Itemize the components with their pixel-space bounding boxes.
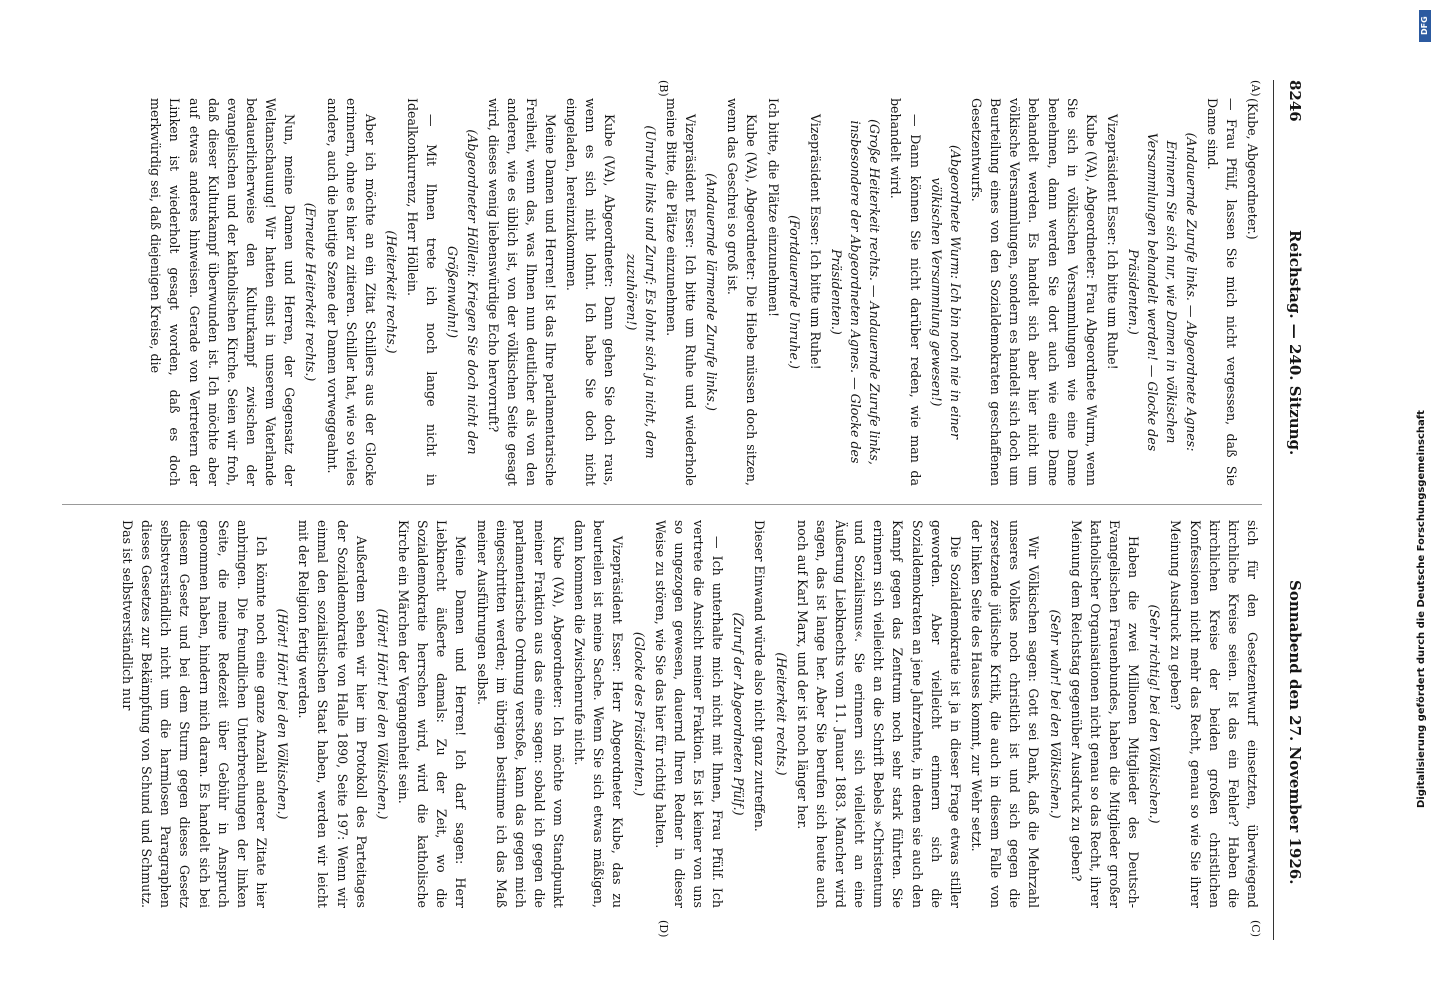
speech-paragraph: Nun, meine Damen und Herren, der Gegensatz der Weltanschauung! Wir hatten einst in unserem Vaterlande bedauerlicherweise den Kulturkampf zwischen der evangelischen und der katholischen Kirche. Seien wir froh, daß dieser Kulturkampf überwunden ist. Ich möchte aber auf etwas anderes hinweisen. Gerade von Vertretern der Linken ist wiederholt gesagt worden, daß es doch merkwürdig sei, daß diejenigen Kreise, die [148,98,298,486]
margin-marker-a: (A) [1249,80,1262,97]
stage-direction: (Zuruf der Abgeordneten Pfülf.) [731,612,747,816]
header-rule [1273,80,1274,940]
margin-marker-d: (D) [657,920,670,938]
speech-paragraph: Ich bitte, die Plätze einzunehmen! [765,98,781,318]
left-column [52,98,1262,486]
speech-paragraph: Wir Völkischen sagen: Gott sei Dank, daß die Mehrzahl unseres Volkes noch christlich ist und sich gegen die zersetzende jüdische Kritik, die auch in diesem Falle von der linken Seite des Hauses kommt, zur Wehr setzt. [969,520,1042,908]
stage-direction: (Große Heiterkeit rechts. — Andauernde Zurufe links, insbesondere der Abgeordneten Agnes. — Glocke des Präsidenten.) [829,119,883,465]
speech-paragraph: Kube (VA), Abgeordneter: Frau Abgeordnete Wurm, wenn Sie sich in völkischen Versammlungen wie eine Dame benehmen, dann werden Sie dort auch wie eine Dame behandelt werden. Es handelt sich aber hier nicht um völkische Versammlungen, sondern es handelt sich doch um Beurteilung eines von den Sozialdemokraten geschaffenen Gesetzentwurfs. [969,98,1099,486]
speech-paragraph: Außerdem sehen wir hier im Protokoll des Parteitages der Sozialdemokratie von Halle 1890, Seite 197: Wenn wir einmal den sozialistischen Staat haben, werden wir leicht mit der Religion fertig werden. [296,520,369,908]
speech-paragraph: Haben die zwei Millionen Mitglieder des Deutsch-Evangelischen Frauenbundes, haben die Mitglieder großer katholischer Organisationen nicht genau so das Recht, ihrer Meinung dem Reichstag gegenüber Ausdruck zu geben? [1068,520,1142,908]
stage-direction: (Fortdauernde Unruhe.) [786,215,802,369]
speech-paragraph: Vizepräsident Esser: Ich bitte um Ruhe und wiederhole meine Bitte, die Plätze einzunehmen. [663,98,699,486]
page-header [1270,80,1310,940]
speech-paragraph: Meine Damen und Herren! Ich darf sagen: Herr Liebknecht äußerte damals: Zu der Zeit, wo die Sozialdemokratie herrschen wird, wird die katholische Kirche ein Märchen der Vergangenheit sein. [395,520,469,908]
session-title: Reichstag. — 240. Sitzung. [1286,230,1304,456]
rotated-page [40,80,1310,940]
right-column [52,520,1262,908]
speech-paragraph: Vizepräsident Esser: Ich bitte um Ruhe! [1105,114,1121,370]
stage-direction: (Andauernde lärmende Zurufe links.) [704,173,720,411]
speech-paragraph: Kube (VA), Abgeordneter: Ich möchte vom Standpunkt meiner Fraktion aus das eine sagen: sobald ich gegen die parlamentarische Ordnung verstoße, kann das gegen mich eingeschritten werden; im übrigen bestimme ich das Maß meiner Ausführungen selbst. [474,520,567,908]
speech-paragraph: Aber ich möchte an ein Zitat Schillers aus der Glocke erinnern, ohne es hier zu zitieren. Schiller hat, wie so vieles andere, auch die heutige Szene der Damen vorweggeahnt. [324,98,378,486]
stage-direction: (Abgeordneter Höllein: Kriegen Sie doch nicht den Größenwahn!) [445,129,480,455]
speech-paragraph: Kube (VA), Abgeordneter: Die Hiebe müssen doch sitzen, wenn das Geschrei so groß ist. [725,98,760,486]
stage-direction: (Hört! Hört! bei den Völkischen.) [374,608,390,820]
dfg-logo: DFG [1419,10,1431,42]
stage-direction: (Unruhe links und Zuruf: Es lohnt sich ja nicht, dem zuzuhören!) [623,125,658,459]
dfg-notice: Digitalisierung gefördert durch die Deutsche Forschungsgemeinschaft [1416,410,1427,808]
speech-paragraph: Ich könnte noch eine ganze Anzahl anderer Zitate hier anbringen. Die freundlichen Unterbrechungen der linken Seite, die meine Redezeit über Gebühr in Anspruch genommen haben, hindern mich daran. Es handelt sich bei diesem Gesetz und bei dem Sturm gegen dieses Gesetz selbstverständlich nicht um die harmlosen Paragraphen dieses Gesetzes zur Bekämpfung von Schund und Schmutz. Das ist selbstverständlich nur [119,520,269,908]
stage-direction: (Andauernde Zurufe links. — Abgeordnete Agnes: Erinnern Sie sich nur, wie Damen in völkischen Versammlungen behandelt werden! — Glocke des Präsidenten.) [1126,132,1199,452]
column-divider [62,504,1262,505]
speech-paragraph: — Dann können Sie nicht darüber reden, wie man da behandelt wird. [888,98,923,486]
page-number: 8246 [1286,80,1304,122]
speech-paragraph: Vizepräsident Esser: Ich bitte um Ruhe! [807,114,823,370]
speech-paragraph: (Kube, Abgeordneter.) [1245,98,1260,240]
stage-direction: (Glocke des Präsidenten.) [631,631,647,797]
speech-paragraph: — Mit Ihnen trete ich noch lange nicht in Idealkonkurrenz, Herr Höllein. [405,98,440,486]
speech-paragraph: — Frau Pfülf, lassen Sie mich nicht vergessen, daß Sie Dame sind. [1204,98,1239,486]
speech-paragraph: sich für den Gesetzentwurf einsetzten, überwiegend kirchliche Kreise seien. Ist das ein Fehler? Haben die kirchlichen Kreise der beiden großen christlichen Konfessionen nicht mehr das Recht, genau so wie Sie ihrer Meinung Ausdruck zu geben? [1168,520,1260,908]
session-date: Sonnabend den 27. November 1926. [1286,580,1304,885]
stage-direction: (Abgeordnete Wurm: Ich bin noch nie in einer völkischen Versammlung gewesen!) [928,144,963,440]
margin-marker-b: (B) [657,80,670,97]
speech-paragraph: Die Sozialdemokratie ist ja in dieser Frage etwas stiller geworden. Aber vielleicht erinnern sich die Sozialdemokraten an jene Jahrzehnte, in denen sie auch den Kampf gegen das Zentrum noch sehr stark führten. Sie erinnern sich vielleicht an die Schrift Bebels »Christentum und Sozialismus«. Sie erinnern sich vielleicht an eine Äußerung Liebknechts vom 11. Januar 1883. Mancher wird sagen, das ist lange her. Aber Sie berufen sich heute auch noch auf Karl Marx, und der ist noch länger her. [794,520,963,908]
speech-paragraph: Vizepräsident Esser: Herr Abgeordneter Kube, das zu beurteilen ist meine Sache. Wenn Sie sich etwas mäßigen, dann kommen die Zwischenrufe nicht. [572,520,626,908]
stage-direction: (Hört! Hört! bei den Völkischen.) [275,608,291,820]
stage-direction: (Erneute Heiterkeit rechts.) [303,202,319,382]
stage-direction: (Heiterkeit rechts.) [773,652,789,776]
stage-direction: (Sehr richtig! bei den Völkischen.) [1147,604,1163,824]
speech-paragraph: Kube (VA), Abgeordneter: Dann gehen Sie doch raus, wenn es sich nicht lohnt. Ich habe Sie doch nicht eingeladen, hereinzukommen. [564,98,618,486]
speech-paragraph: Meine Damen und Herren! Ist das Ihre parlamentarische Freiheit, wenn das, was Ihnen nun deutlicher als von den anderen, wie es üblich ist, von der völkischen Seite gesagt wird, dieses wenig liebenswürdige Echo hervorruft? [485,98,559,486]
margin-marker-c: (C) [1249,920,1262,937]
stage-direction: (Sehr wahr! bei den Völkischen.) [1047,609,1063,819]
speech-paragraph: — Ich unterhalte mich nicht mit Ihnen, Frau Pfülf. Ich vertrete die Ansicht meiner Fraktion. Es ist keiner von uns so ungezogen gewesen, dauernd Ihren Redner in dieser Weise zu stören, wie Sie das hier für richtig halten. [652,520,726,908]
stage-direction: (Heiterkeit rechts.) [383,230,399,354]
speech-paragraph: Dieser Einwand würde also nicht ganz zutreffen. [752,520,768,832]
